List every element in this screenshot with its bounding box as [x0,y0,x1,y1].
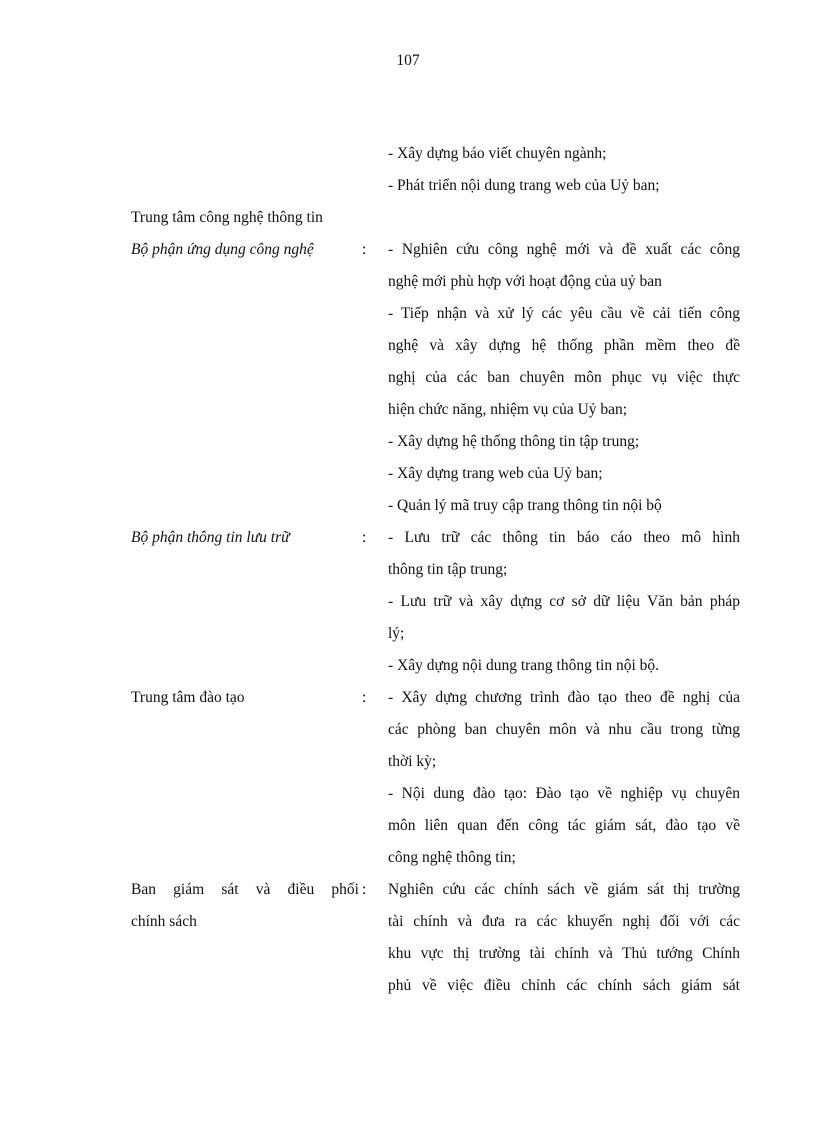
section-row [0,874,816,1002]
description-line: nghị của các ban chuyên môn phục vụ việc thực [388,369,740,386]
section-row [0,138,816,202]
section-label: Bộ phận ứng dụng công nghệ [131,241,314,258]
description-line: hiện chức năng, nhiệm vụ của Uỷ ban; [388,401,628,418]
page-number: 107 [396,52,420,69]
description-line: - Nội dung đào tạo: Đào tạo về nghiệp vụ chuyên [388,785,740,802]
description-line: thời kỳ; [388,753,437,770]
section-row [0,234,816,522]
section-row [0,202,816,234]
description-line: công nghệ thông tin; [388,849,516,866]
description-line: - Xây dựng chương trình đào tạo theo đề nghị của [388,689,740,706]
description-line: - Xây dựng trang web của Uỷ ban; [388,465,603,482]
description-line: môn liên quan đến công tác giám sát, đào tạo về [388,817,740,834]
description-line: - Lưu trữ các thông tin báo cáo theo mô hình [388,529,740,546]
description-line: tài chính và đưa ra các khuyến nghị đối với các [388,913,740,930]
description-line: khu vực thị trường tài chính và Thủ tướng Chính [388,945,740,962]
section-label: chính sách [131,913,197,930]
section-label: Ban giám sát và điều phối [131,881,359,898]
description-line: thông tin tập trung; [388,561,508,578]
label-colon: : [362,689,367,706]
description-line: - Tiếp nhận và xử lý các yêu cầu về cải tiến công [388,305,740,322]
section-label: Trung tâm công nghệ thông tin [131,209,323,226]
description-line: các phòng ban chuyên môn và nhu cầu trong từng [388,721,740,738]
section-label: Bộ phận thông tin lưu trữ [131,529,290,546]
section-label: Trung tâm đào tạo [131,689,245,706]
section-row [0,522,816,682]
description-line: Nghiên cứu các chính sách về giám sát thị trường [388,881,740,898]
label-colon: : [362,529,367,546]
label-colon: : [362,881,367,898]
description-line: nghệ mới phù hợp với hoạt động của uỷ ban [388,273,662,290]
description-line: - Xây dựng hệ thống thông tin tập trung; [388,433,640,450]
description-line: - Xây dựng báo viết chuyên ngành; [388,145,607,162]
document-body [0,138,816,1002]
description-line: lý; [388,625,405,642]
description-line: phủ về việc điều chỉnh các chính sách giám sát [388,977,740,994]
description-line: - Phát triển nội dung trang web của Uỷ ban; [388,177,660,194]
description-line: - Lưu trữ và xây dựng cơ sở dữ liệu Văn bản pháp [388,593,740,610]
description-line: - Quản lý mã truy cập trang thông tin nội bộ [388,497,662,514]
section-row [0,682,816,874]
label-colon: : [362,241,367,258]
description-line: - Xây dựng nội dung trang thông tin nội bộ. [388,657,660,674]
description-line: nghệ và xây dựng hệ thống phần mềm theo đề [388,337,740,354]
description-line: - Nghiên cứu công nghệ mới và đề xuất các công [388,241,740,258]
